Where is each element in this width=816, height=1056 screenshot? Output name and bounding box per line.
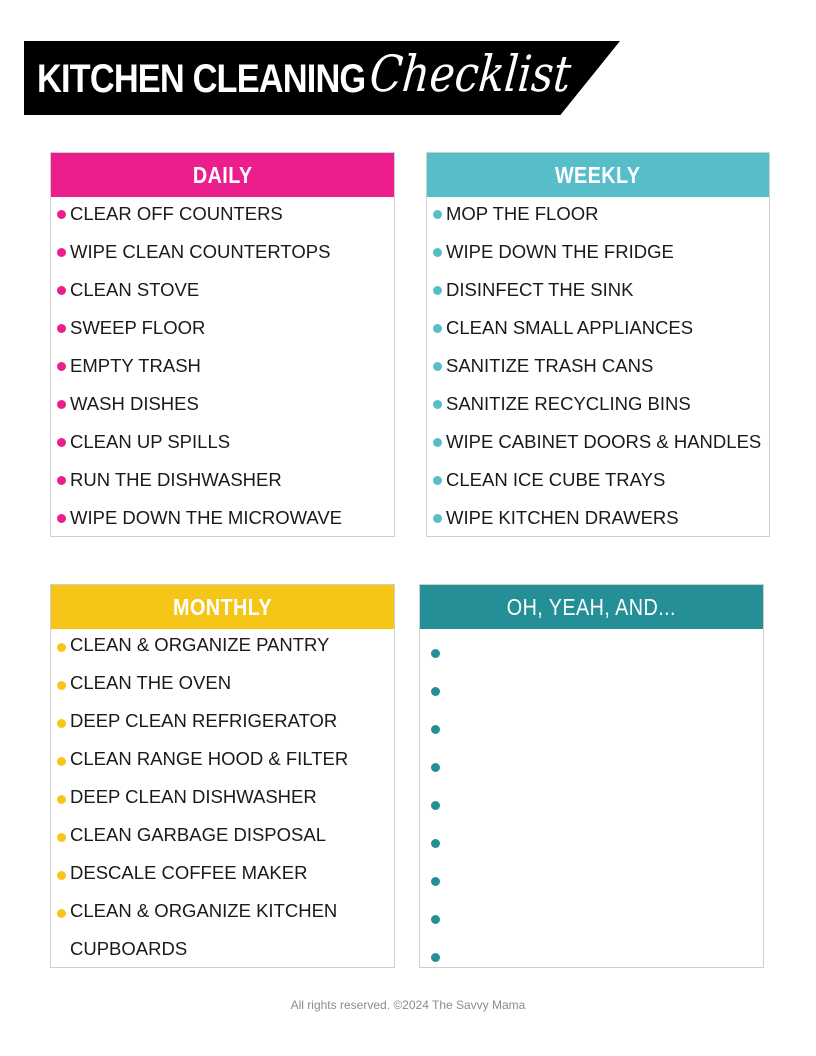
daily-checklist-item — [51, 428, 394, 466]
bullet-icon — [57, 362, 66, 371]
extra-checklist-item — [420, 905, 763, 943]
bullet-icon — [431, 725, 440, 734]
daily-checklist-item — [51, 276, 394, 314]
extra-checklist-item — [420, 829, 763, 867]
weekly-checklist-item — [427, 390, 769, 428]
monthly-checklist-item — [51, 935, 394, 973]
bullet-icon — [431, 763, 440, 772]
weekly-checklist-item — [427, 504, 769, 542]
weekly-item-label: SANITIZE RECYCLING BINS — [446, 393, 691, 414]
weekly-item-label: DISINFECT THE SINK — [446, 279, 634, 300]
weekly-item-label: MOP THE FLOOR — [446, 203, 599, 224]
weekly-checklist-item — [427, 466, 769, 504]
bullet-icon — [431, 915, 440, 924]
bullet-icon — [57, 833, 66, 842]
bullet-icon — [57, 871, 66, 880]
bullet-icon — [431, 649, 440, 658]
daily-checklist-item — [51, 238, 394, 276]
daily-item-label: EMPTY TRASH — [70, 355, 201, 376]
daily-item-label: CLEAN UP SPILLS — [70, 431, 231, 452]
page-title-script: Checklist — [367, 45, 574, 103]
weekly-section — [426, 152, 770, 537]
bullet-icon — [57, 476, 66, 485]
bullet-icon — [433, 400, 442, 409]
monthly-item-label: CLEAN THE OVEN — [70, 672, 232, 693]
bullet-icon — [433, 286, 442, 295]
monthly-checklist-item — [51, 897, 394, 935]
daily-header — [51, 153, 394, 197]
monthly-item-label: DEEP CLEAN DISHWASHER — [70, 786, 317, 807]
bullet-icon — [433, 514, 442, 523]
weekly-header — [427, 153, 769, 197]
monthly-item-label: DESCALE COFFEE MAKER — [70, 862, 308, 883]
monthly-heading: MONTHLY — [172, 593, 272, 620]
weekly-list — [427, 197, 769, 542]
bullet-icon — [57, 324, 66, 333]
monthly-checklist-item — [51, 669, 394, 707]
extra-checklist-item — [420, 791, 763, 829]
weekly-item-label: WIPE KITCHEN DRAWERS — [446, 507, 679, 528]
bullet-icon — [433, 362, 442, 371]
weekly-checklist-item — [427, 314, 769, 352]
extra-checklist-item — [420, 715, 763, 753]
weekly-checklist-item — [427, 428, 769, 466]
daily-checklist-item — [51, 504, 394, 542]
bullet-icon — [57, 909, 66, 918]
bullet-icon — [433, 324, 442, 333]
weekly-checklist-item — [427, 276, 769, 314]
monthly-item-label: CLEAN GARBAGE DISPOSAL — [70, 824, 327, 845]
weekly-item-label: SANITIZE TRASH CANS — [446, 355, 654, 376]
weekly-item-label: CLEAN ICE CUBE TRAYS — [446, 469, 666, 490]
monthly-checklist-item — [51, 859, 394, 897]
bullet-icon — [433, 438, 442, 447]
daily-item-label: WASH DISHES — [70, 393, 199, 414]
daily-list — [51, 197, 394, 542]
daily-item-label: SWEEP FLOOR — [70, 317, 206, 338]
extra-header — [420, 585, 763, 629]
daily-checklist-item — [51, 314, 394, 352]
extra-checklist-item — [420, 639, 763, 677]
weekly-checklist-item — [427, 238, 769, 276]
daily-checklist-item — [51, 352, 394, 390]
bullet-icon — [57, 210, 66, 219]
daily-item-label: CLEAN STOVE — [70, 279, 200, 300]
bullet-icon — [57, 681, 66, 690]
monthly-item-label: CUPBOARDS — [70, 938, 188, 959]
weekly-checklist-item — [427, 200, 769, 238]
weekly-item-label: WIPE CABINET DOORS & HANDLES — [446, 431, 762, 452]
bullet-icon — [433, 248, 442, 257]
bullet-icon — [57, 248, 66, 257]
daily-checklist-item — [51, 200, 394, 238]
monthly-checklist-item — [51, 707, 394, 745]
bullet-icon — [57, 757, 66, 766]
extra-checklist-item — [420, 677, 763, 715]
monthly-item-label: DEEP CLEAN REFRIGERATOR — [70, 710, 338, 731]
weekly-heading: WEEKLY — [555, 161, 641, 188]
monthly-item-label: CLEAN RANGE HOOD & FILTER — [70, 748, 349, 769]
page-title: KITCHEN CLEANING — [37, 57, 366, 101]
bullet-icon — [57, 438, 66, 447]
monthly-checklist-item — [51, 783, 394, 821]
daily-item-label: WIPE CLEAN COUNTERTOPS — [70, 241, 331, 262]
daily-checklist-item — [51, 466, 394, 504]
daily-checklist-item — [51, 390, 394, 428]
monthly-header — [51, 585, 394, 629]
bullet-icon — [431, 877, 440, 886]
bullet-icon — [433, 476, 442, 485]
bullet-icon — [431, 801, 440, 810]
daily-section — [50, 152, 395, 537]
extra-heading: OH, YEAH, AND... — [506, 593, 677, 620]
monthly-item-label: CLEAN & ORGANIZE PANTRY — [70, 634, 330, 655]
extra-checklist-item — [420, 943, 763, 981]
bullet-icon — [433, 210, 442, 219]
bullet-icon — [431, 839, 440, 848]
extra-checklist-item — [420, 753, 763, 791]
monthly-item-label: CLEAN & ORGANIZE KITCHEN — [70, 900, 338, 921]
daily-item-label: WIPE DOWN THE MICROWAVE — [70, 507, 343, 528]
weekly-checklist-item — [427, 352, 769, 390]
footer-copyright: All rights reserved. ©2024 The Savvy Mama — [290, 998, 526, 1012]
monthly-list — [51, 629, 394, 973]
weekly-item-label: CLEAN SMALL APPLIANCES — [446, 317, 694, 338]
monthly-section — [50, 584, 395, 968]
daily-item-label: RUN THE DISHWASHER — [70, 469, 282, 490]
weekly-item-label: WIPE DOWN THE FRIDGE — [446, 241, 674, 262]
bullet-icon — [57, 795, 66, 804]
bullet-icon — [431, 953, 440, 962]
daily-heading: DAILY — [192, 161, 253, 188]
extra-section — [419, 584, 764, 968]
bullet-icon — [57, 400, 66, 409]
extra-checklist-item — [420, 867, 763, 905]
monthly-checklist-item — [51, 745, 394, 783]
bullet-icon — [57, 719, 66, 728]
bullet-icon — [57, 643, 66, 652]
monthly-checklist-item — [51, 821, 394, 859]
bullet-icon — [57, 514, 66, 523]
bullet-icon — [57, 286, 66, 295]
bullet-icon — [431, 687, 440, 696]
monthly-checklist-item — [51, 631, 394, 669]
daily-item-label: CLEAR OFF COUNTERS — [70, 203, 283, 224]
extra-list — [420, 629, 763, 981]
